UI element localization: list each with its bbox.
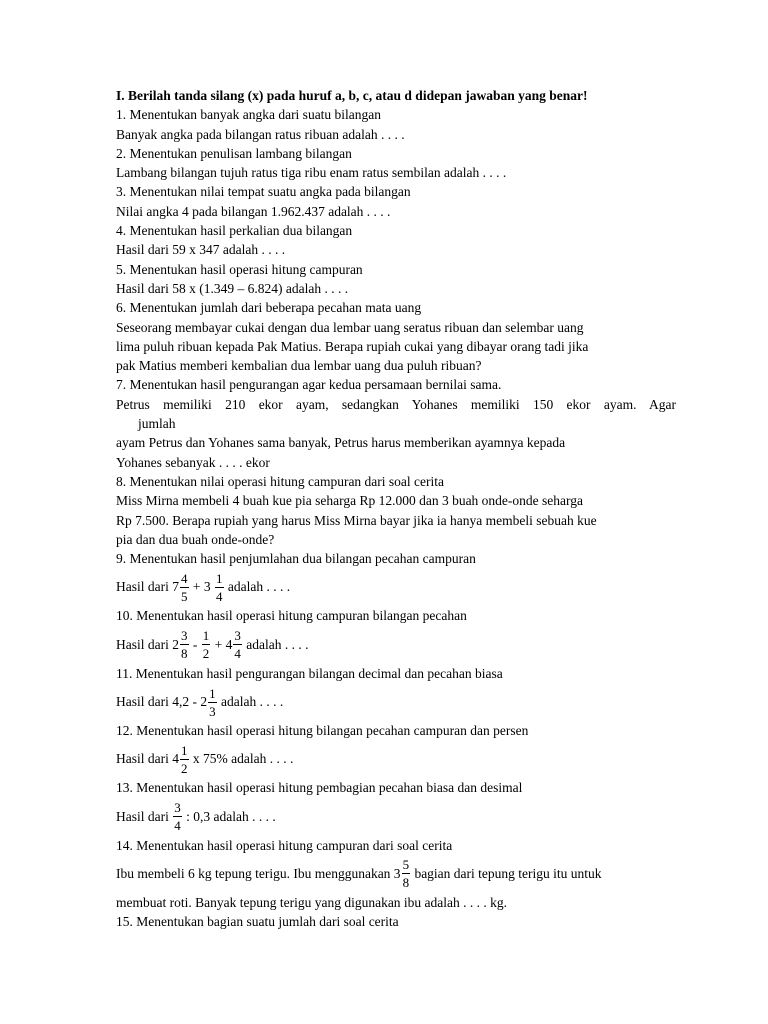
q7-text-line2: ayam Petrus dan Yohanes sama banyak, Petrus harus memberikan ayamnya kepada	[116, 435, 566, 451]
q12-topic: 12. Menentukan hasil operasi hitung bilangan pecahan campuran dan persen	[116, 723, 529, 739]
fraction-numerator: 4	[181, 570, 188, 586]
q10-suffix: adalah . . . .	[242, 636, 309, 652]
q4-topic: 4. Menentukan hasil perkalian dua bilangan	[116, 223, 353, 239]
q12-suffix: x 75% adalah . . . .	[189, 751, 294, 767]
fraction-denominator: 8	[402, 875, 410, 891]
q10-fraction-3	[233, 628, 242, 661]
q13-fraction-1	[173, 800, 182, 833]
q10-expression	[116, 626, 676, 664]
fraction-numerator: 1	[209, 685, 216, 701]
fraction-numerator: 1	[181, 742, 188, 758]
q13-topic: 13. Menentukan hasil operasi hitung pembagian pecahan biasa dan desimal	[116, 780, 523, 796]
fraction-denominator: 5	[181, 588, 188, 604]
q10-operator-1: -	[189, 636, 201, 652]
fraction-denominator: 3	[209, 703, 216, 719]
fraction-numerator: 1	[202, 628, 210, 644]
q2-topic: 2. Menentukan penulisan lambang bilangan	[116, 145, 352, 161]
q9-expression	[116, 568, 676, 606]
q10-topic: 10. Menentukan hasil operasi hitung campuran bilangan pecahan	[116, 608, 467, 624]
fraction-denominator: 2	[202, 646, 210, 662]
q10-prefix: Hasil dari 2	[116, 636, 179, 652]
q2-text: Lambang bilangan tujuh ratus tiga ribu enam ratus sembilan adalah . . . .	[116, 165, 507, 181]
q11-prefix: Hasil dari 4,2 - 2	[116, 694, 208, 710]
q6-text-line3: pak Matius memberi kembalian dua lembar uang dua puluh ribuan?	[116, 358, 482, 374]
q11-expression	[116, 683, 676, 721]
q11-suffix: adalah . . . .	[217, 694, 284, 710]
q7-text-line3: Yohanes sebanyak . . . . ekor	[116, 454, 270, 470]
q9-suffix: adalah . . . .	[224, 579, 291, 595]
q6-text-line1: Seseorang membayar cukai dengan dua lembar uang seratus ribuan dan selembar uang	[116, 319, 584, 335]
q13-expression	[116, 798, 676, 836]
fraction-denominator: 4	[174, 818, 181, 834]
q1-text: Banyak angka pada bilangan ratus ribuan adalah . . . .	[116, 126, 405, 142]
q13-prefix: Hasil dari	[116, 808, 173, 824]
q14-suffix: bagian dari tepung terigu itu untuk	[411, 865, 602, 881]
q14-fraction-1	[402, 857, 411, 890]
fraction-denominator: 2	[181, 760, 188, 776]
q7-topic: 7. Menentukan hasil pengurangan agar kedua persamaan bernilai sama.	[116, 377, 502, 393]
q14-topic: 14. Menentukan hasil operasi hitung campuran dari soal cerita	[116, 837, 453, 853]
q12-expression	[116, 740, 676, 778]
q15-topic: 15. Menentukan bagian suatu jumlah dari soal cerita	[116, 914, 399, 930]
q9-fraction-2	[215, 571, 224, 604]
q10-fraction-2	[202, 628, 211, 661]
q11-topic: 11. Menentukan hasil pengurangan bilangan decimal dan pecahan biasa	[116, 665, 503, 681]
fraction-denominator: 4	[234, 646, 241, 662]
q4-text: Hasil dari 59 x 347 adalah . . . .	[116, 242, 286, 258]
fraction-numerator: 5	[402, 857, 410, 873]
q6-text-line2: lima puluh ribuan kepada Pak Matius. Berapa rupiah cukai yang dibayar orang tadi jika	[116, 338, 589, 354]
q14-prefix: Ibu membeli 6 kg tepung terigu. Ibu menggunakan 3	[116, 865, 401, 881]
fraction-denominator: 4	[216, 588, 223, 604]
q3-text: Nilai angka 4 pada bilangan 1.962.437 adalah . . . .	[116, 203, 391, 219]
fraction-numerator: 3	[174, 800, 181, 816]
q5-text: Hasil dari 58 x (1.349 – 6.824) adalah . . . .	[116, 280, 349, 296]
q12-prefix: Hasil dari 4	[116, 751, 179, 767]
instruction-heading: I. Berilah tanda silang (x) pada huruf a, b, c, atau d didepan jawaban yang benar!	[116, 88, 588, 103]
q12-fraction-1	[180, 743, 189, 776]
q9-topic: 9. Menentukan hasil penjumlahan dua bilangan pecahan campuran	[116, 551, 476, 567]
q9-fraction-1	[180, 571, 189, 604]
q10-fraction-1	[180, 628, 189, 661]
q1-topic: 1. Menentukan banyak angka dari suatu bilangan	[116, 107, 382, 123]
q14-expression	[116, 855, 676, 893]
fraction-numerator: 3	[181, 628, 188, 644]
question-list	[116, 86, 676, 932]
q14-text-line2: membuat roti. Banyak tepung terigu yang digunakan ibu adalah . . . . kg.	[116, 894, 508, 910]
fraction-denominator: 8	[181, 646, 188, 662]
q6-topic: 6. Menentukan jumlah dari beberapa pecahan mata uang	[116, 300, 422, 316]
q9-prefix: Hasil dari 7	[116, 579, 179, 595]
fraction-numerator: 1	[216, 570, 223, 586]
q8-topic: 8. Menentukan nilai operasi hitung campuran dari soal cerita	[116, 473, 445, 489]
q8-text-line2: Rp 7.500. Berapa rupiah yang harus Miss Mirna bayar jika ia hanya membeli sebuah kue	[116, 512, 597, 528]
q11-fraction-1	[208, 686, 217, 719]
q3-topic: 3. Menentukan nilai tempat suatu angka pada bilangan	[116, 184, 411, 200]
q10-operator-2: + 4	[211, 636, 233, 652]
q8-text-line3: pia dan dua buah onde-onde?	[116, 531, 275, 547]
q13-suffix: : 0,3 adalah . . . .	[182, 808, 276, 824]
q7-text-line1: Petrus memiliki 210 ekor ayam, sedangkan Yohanes memiliki 150 ekor ayam. Agar	[116, 396, 676, 412]
q9-operator-1: + 3	[189, 579, 214, 595]
q7-text-line1b: jumlah	[138, 416, 176, 432]
fraction-numerator: 3	[234, 628, 241, 644]
q5-topic: 5. Menentukan hasil operasi hitung campuran	[116, 261, 363, 277]
q8-text-line1: Miss Mirna membeli 4 buah kue pia seharga Rp 12.000 dan 3 buah onde-onde seharga	[116, 493, 584, 509]
